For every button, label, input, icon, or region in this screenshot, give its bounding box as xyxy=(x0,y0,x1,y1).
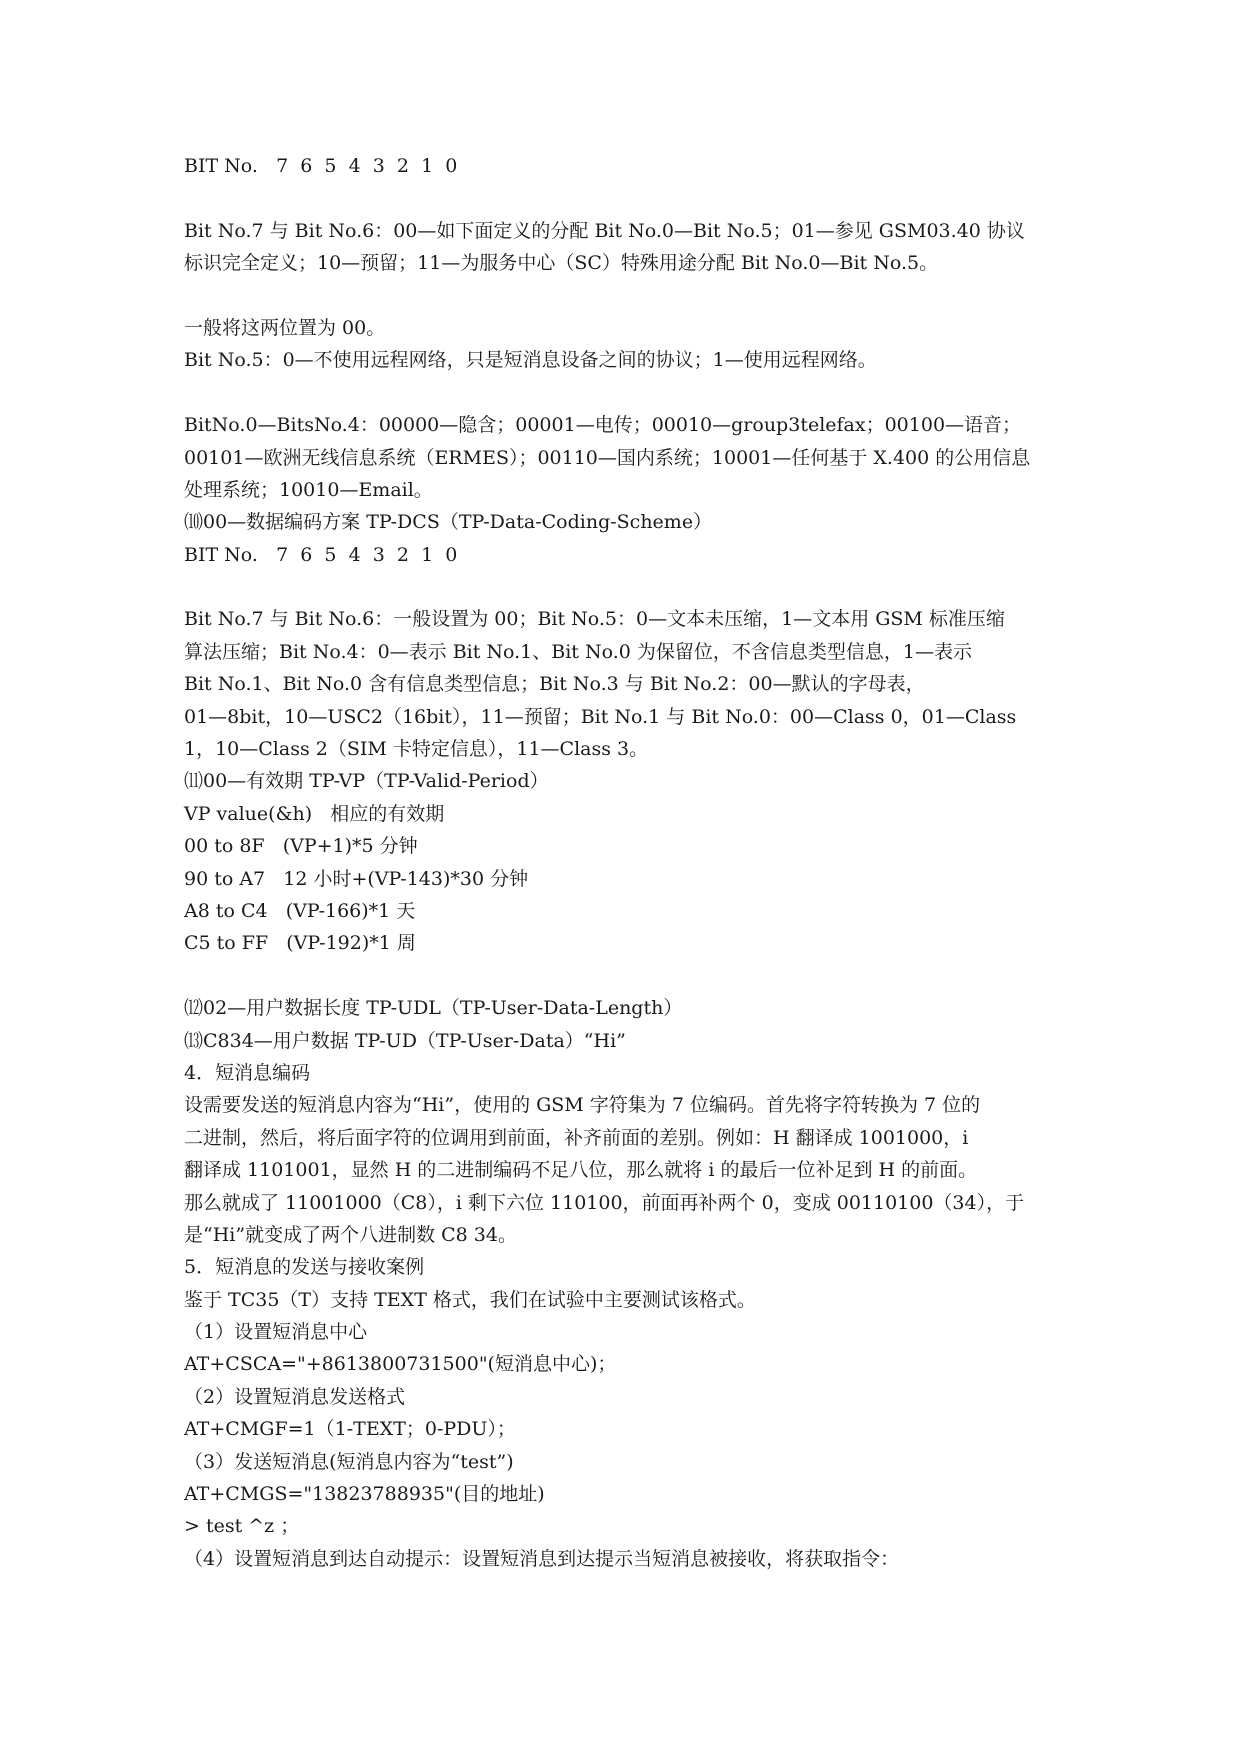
text-line: VP value(&h) 相应的有效期 xyxy=(184,802,445,825)
text-line: AT+CMGS="13823788935"(目的地址) xyxy=(184,1483,545,1506)
text-line: 00101—欧洲无线信息系统（ERMES）；00110—国内系统；10001—任何基于 X.400 的公用信息 xyxy=(184,446,1031,469)
text-line: 鉴于 TC35（T）支持 TEXT 格式，我们在试验中主要测试该格式。 xyxy=(184,1288,756,1311)
text-line: 标识完全定义；10—预留；11—为服务中心（SC）特殊用途分配 Bit No.0—Bit No.5。 xyxy=(184,252,939,275)
text-line: 那么就成了 11001000（C8），i 剩下六位 110100，前面再补两个 0，变成 00110100（34），于 xyxy=(184,1191,1025,1214)
text-line: ⑾00—有效期 TP-VP（TP-Valid-Period） xyxy=(184,770,549,793)
text-line: （2）设置短消息发送格式 xyxy=(184,1385,406,1408)
blank-line xyxy=(184,377,1084,409)
text-line: BIT No. 7 6 5 4 3 2 1 0 xyxy=(184,543,458,566)
text-line: Bit No.1、Bit No.0 含有信息类型信息；Bit No.3 与 Bit No.2：00—默认的字母表， xyxy=(184,673,925,696)
text-line: 二进制，然后，将后面字符的位调用到前面，补齐前面的差别。例如：H 翻译成 1001000，i xyxy=(184,1126,969,1149)
blank-line xyxy=(184,280,1084,312)
text-line: 01—8bit，10—USC2（16bit），11—预留；Bit No.1 与 Bit No.0：00—Class 0，01—Class xyxy=(184,705,1017,728)
text-line: C5 to FF (VP-192)*1 周 xyxy=(184,932,416,955)
text-line: ⒀C834—用户数据 TP-UD（TP-User-Data）“Hi” xyxy=(184,1029,626,1052)
text-line: Bit No.7 与 Bit No.6：一般设置为 00；Bit No.5：0—文本未压缩，1—文本用 GSM 标准压缩 xyxy=(184,608,1005,631)
text-line: 设需要发送的短消息内容为“Hi”，使用的 GSM 字符集为 7 位编码。首先将字符转换为 7 位的 xyxy=(184,1094,981,1117)
text-line: （3）发送短消息(短消息内容为“test”) xyxy=(184,1450,514,1473)
text-line: 处理系统；10010—Email。 xyxy=(184,478,433,501)
text-line: BitNo.0—BitsNo.4：00000—隐含；00001—电传；00010—group3telefax；00100—语音； xyxy=(184,414,1022,437)
document-body xyxy=(184,150,1084,1575)
text-line: 4．短消息编码 xyxy=(184,1061,311,1084)
text-line: AT+CMGF=1（1-TEXT；0-PDU）； xyxy=(184,1418,516,1441)
text-line: Bit No.7 与 Bit No.6：00—如下面定义的分配 Bit No.0—Bit No.5；01—参见 GSM03.40 协议 xyxy=(184,219,1025,242)
blank-line xyxy=(184,182,1084,214)
text-line: 一般将这两位置为 00。 xyxy=(184,316,386,339)
text-line: > test ^z ； xyxy=(184,1515,300,1538)
text-line: （4）设置短消息到达自动提示：设置短消息到达提示当短消息被接收，将获取指令： xyxy=(184,1547,900,1570)
blank-line xyxy=(184,960,1084,992)
text-line: 5．短消息的发送与接收案例 xyxy=(184,1256,425,1279)
text-line: 90 to A7 12 小时+(VP-143)*30 分钟 xyxy=(184,867,529,890)
text-line: Bit No.5：0—不使用远程网络，只是短消息设备之间的协议；1—使用远程网络。 xyxy=(184,349,877,372)
text-line: AT+CSCA="+8613800731500"(短消息中心)； xyxy=(184,1353,617,1376)
text-line: 00 to 8F (VP+1)*5 分钟 xyxy=(184,835,418,858)
text-line: 翻译成 1101001，显然 H 的二进制编码不足八位，那么就将 i 的最后一位补足到 H 的前面。 xyxy=(184,1159,978,1182)
text-line: ⑽00—数据编码方案 TP-DCS（TP-Data-Coding-Scheme） xyxy=(184,511,713,534)
text-line: A8 to C4 (VP-166)*1 天 xyxy=(184,899,416,922)
text-line: 是“Hi”就变成了两个八进制数 C8 34。 xyxy=(184,1223,517,1246)
text-line: ⑿02—用户数据长度 TP-UDL（TP-User-Data-Length） xyxy=(184,997,683,1020)
text-line: （1）设置短消息中心 xyxy=(184,1321,368,1344)
text-line: BIT No. 7 6 5 4 3 2 1 0 xyxy=(184,155,458,177)
text-line: 1，10—Class 2（SIM 卡特定信息），11—Class 3。 xyxy=(184,738,649,761)
blank-line xyxy=(184,571,1084,603)
text-line: 算法压缩；Bit No.4：0—表示 Bit No.1、Bit No.0 为保留位，不含信息类型信息，1—表示 xyxy=(184,640,972,663)
